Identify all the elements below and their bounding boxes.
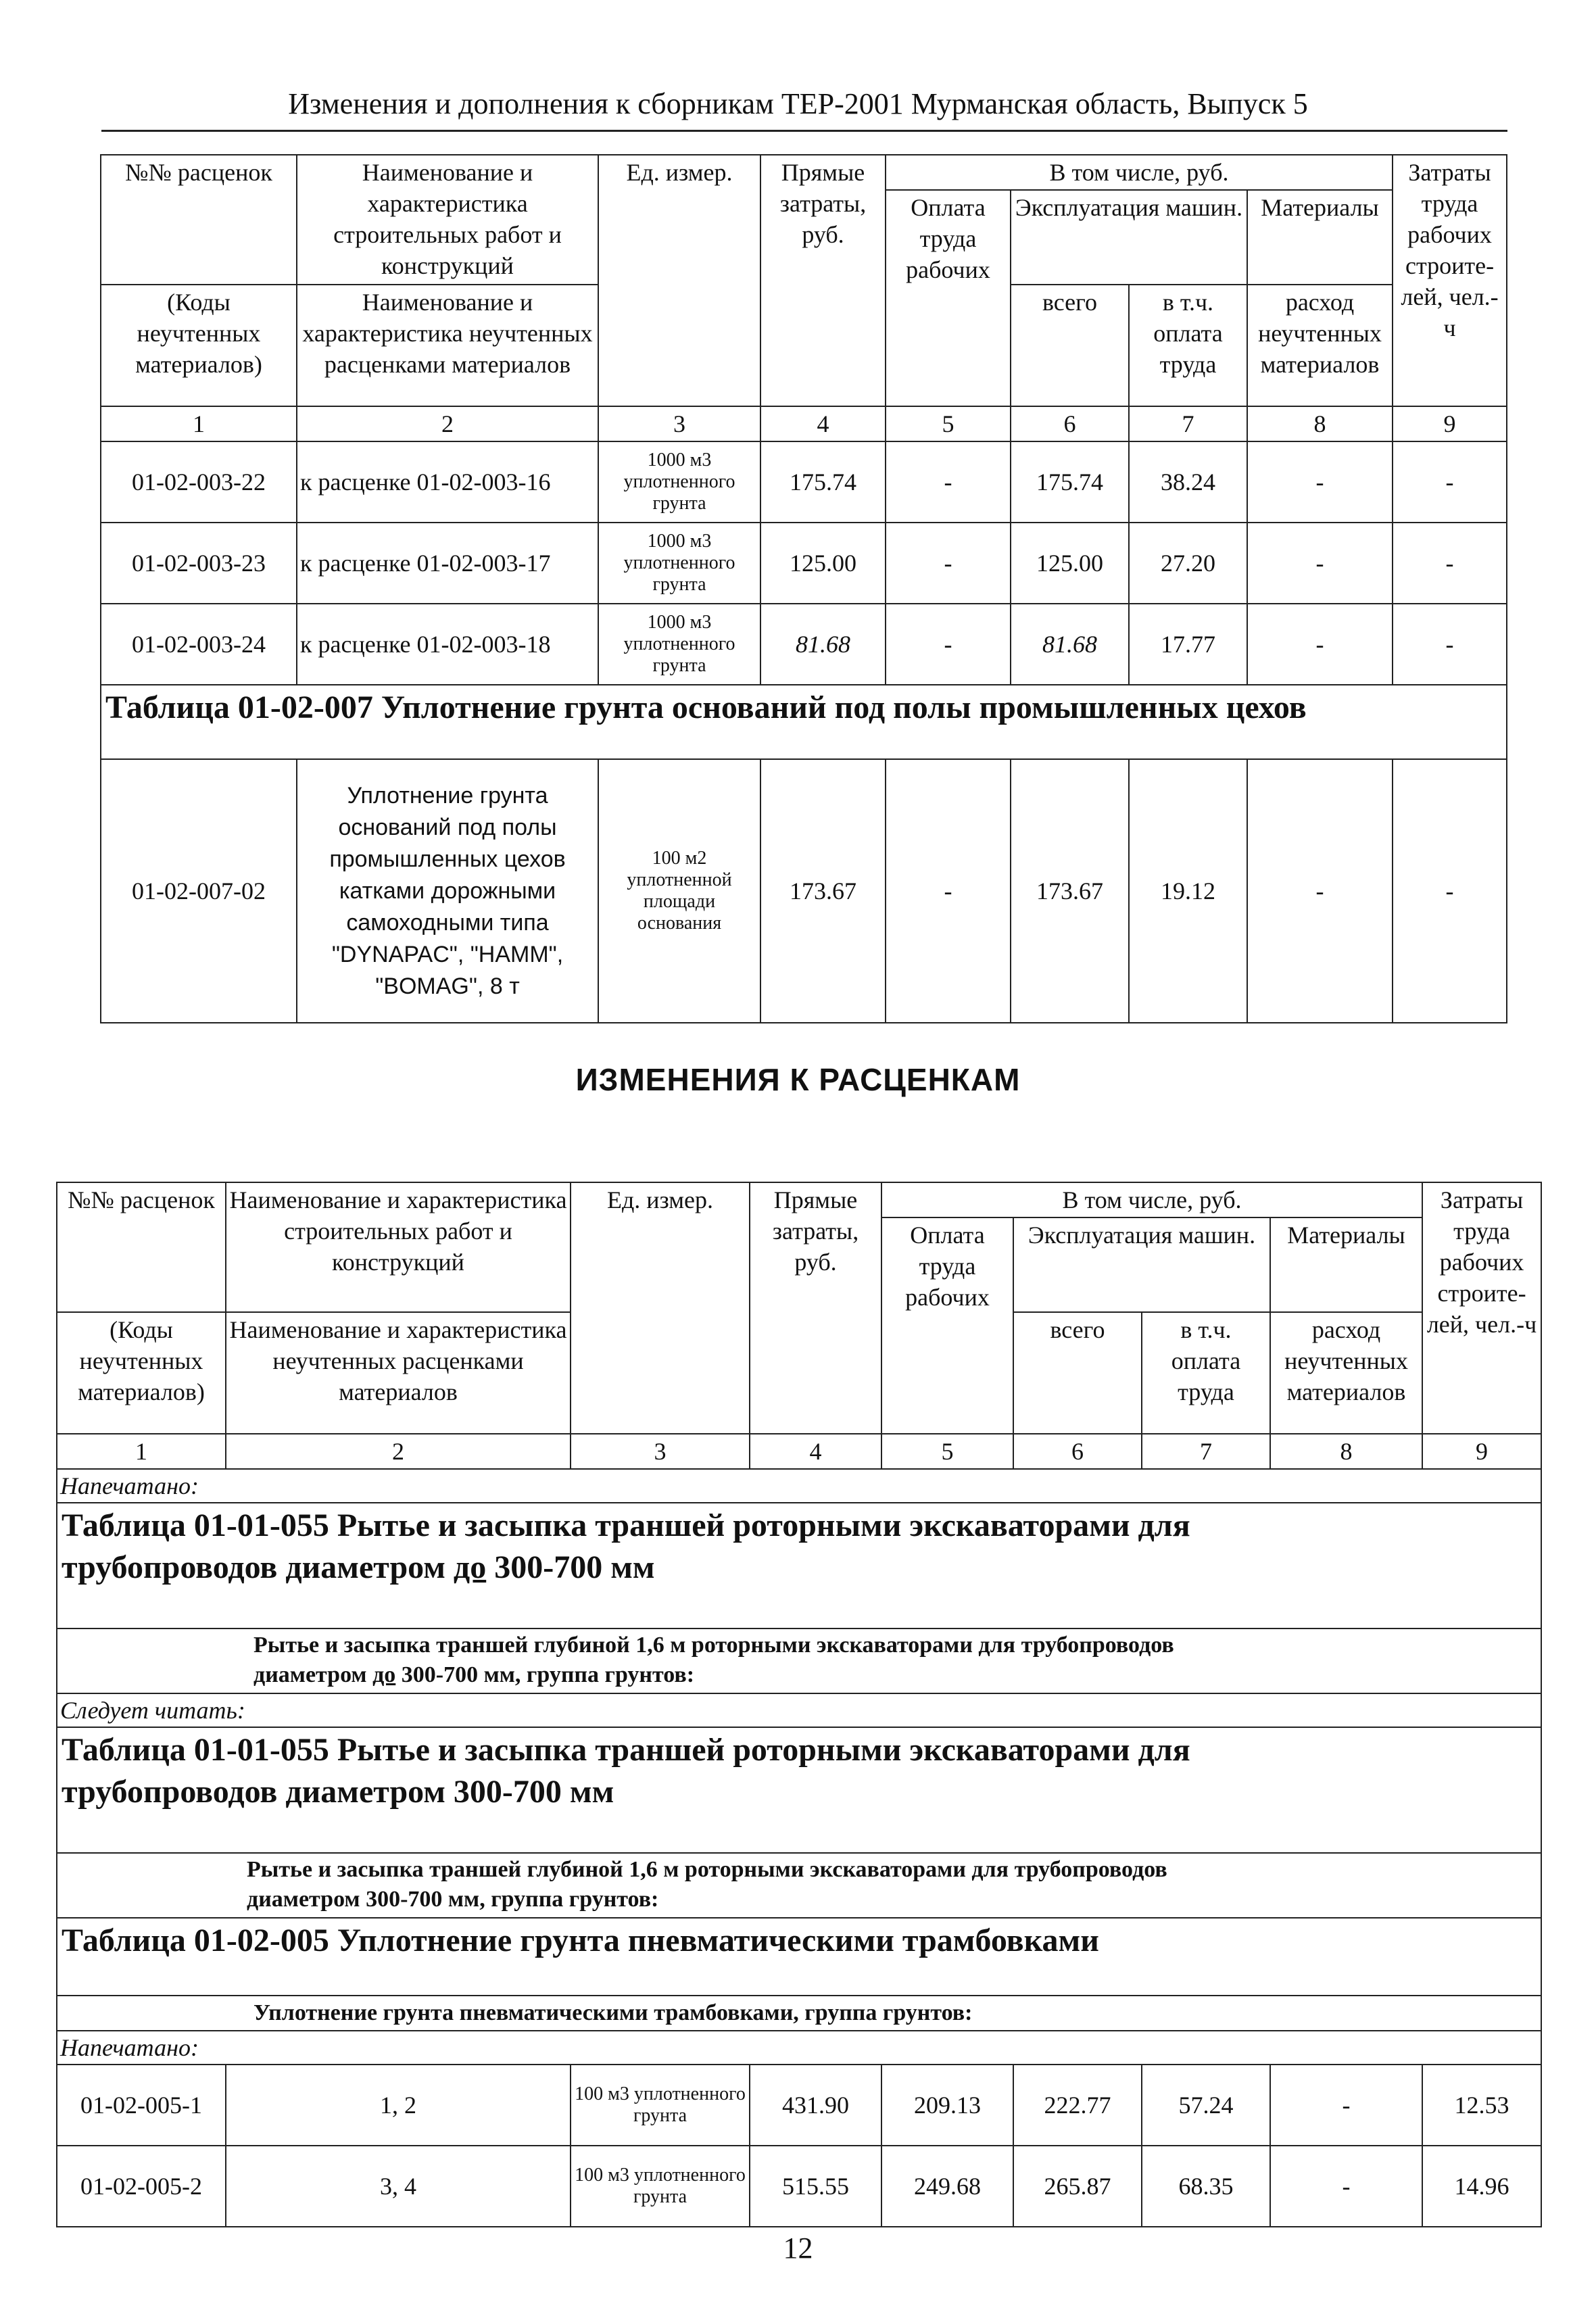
cell-name: 3, 4 (226, 2146, 571, 2227)
table-row (57, 2065, 1541, 2146)
section-heading: ИЗМЕНЕНИЯ К РАСЦЕНКАМ (575, 1062, 1021, 1097)
col-name-alt-header: Наименование и характеристика неучтенных расценками материалов (226, 1312, 571, 1434)
col-incl-header: В том числе, руб. (886, 155, 1393, 190)
cell-code: 01-02-003-24 (101, 604, 297, 685)
col-num: 4 (750, 1434, 881, 1469)
cell-unit: 1000 м3 уплотненного грунта (598, 523, 760, 604)
col-unit-header: Ед. измер. (598, 155, 760, 406)
cell-code: 01-02-007-02 (101, 759, 297, 1023)
table-row (101, 523, 1507, 604)
col-total-header: всего (1011, 285, 1129, 406)
table-title-01-01-055-new (57, 1727, 1541, 1815)
cell-labor: 209.13 (881, 2065, 1013, 2146)
table-row (101, 759, 1507, 1023)
cell-name: Уплотнение грунта оснований под полы промышленных цехов катками дорожными самоходными типа "DYNAPAC", "HAMM", "BOMAG", 8 т (297, 759, 598, 1023)
cell-labor: - (886, 759, 1011, 1023)
col-unit-header: Ед. измер. (571, 1182, 750, 1434)
cell-direct: 81.68 (760, 604, 886, 685)
cell-unit: 100 м2 уплотненной площади основания (598, 759, 760, 1023)
cell-direct: 175.74 (760, 441, 886, 523)
title-line: трубопроводов диаметром 300-700 мм (62, 1774, 614, 1810)
cell-machines: 125.00 (1011, 523, 1129, 604)
rates-table-changes (56, 1182, 1542, 2227)
cell-labor: - (886, 604, 1011, 685)
cell-machines: 175.74 (1011, 441, 1129, 523)
cell-labor: 249.68 (881, 2146, 1013, 2227)
cell-name: 1, 2 (226, 2065, 571, 2146)
col-code-alt-header: (Коды неучтенных материалов) (101, 285, 297, 406)
subtitle-line: Рытье и засыпка траншей глубиной 1,6 м роторными экскаваторами для трубопроводов (253, 1633, 1174, 1658)
col-machines-header: Эксплуатация машин. (1011, 190, 1247, 285)
cell-materials: - (1270, 2146, 1422, 2227)
col-mat-use-header: расход неучтенных материалов (1247, 285, 1393, 406)
col-workers-header: Затраты труда рабочих строите-лей, чел.-ч (1422, 1182, 1541, 1434)
col-code-header: №№ расценок (57, 1182, 226, 1312)
col-workers-header: Затраты труда рабочих строите-лей, чел.-ч (1393, 155, 1507, 406)
table-row (57, 2146, 1541, 2227)
col-labor-header: Оплата труда рабочих (881, 1217, 1013, 1434)
col-num: 6 (1013, 1434, 1142, 1469)
col-direct-header: Прямые затраты, руб. (750, 1182, 881, 1434)
col-materials-header: Материалы (1270, 1217, 1422, 1312)
cell-workers: - (1393, 523, 1507, 604)
cell-workers: - (1393, 604, 1507, 685)
cell-name: к расценке 01-02-003-18 (297, 604, 598, 685)
col-name-alt-header: Наименование и характеристика неучтенных расценками материалов (297, 285, 598, 406)
cell-code: 01-02-005-1 (57, 2065, 226, 2146)
col-num: 2 (297, 406, 598, 441)
cell-name: к расценке 01-02-003-17 (297, 523, 598, 604)
col-code-alt-header: (Коды неучтенных материалов) (57, 1312, 226, 1434)
cell-labor: - (886, 441, 1011, 523)
subtitle-01-01-055-old (57, 1629, 1541, 1693)
subtitle-line: Рытье и засыпка траншей глубиной 1,6 м роторными экскаваторами для трубопроводов (247, 1857, 1167, 1882)
page-header: Изменения и дополнения к сборникам ТЕР-2001 Мурманская область, Выпуск 5 (288, 87, 1308, 120)
title-line: Таблица 01-01-055 Рытье и засыпка траншей роторными экскаваторами для (62, 1732, 1190, 1768)
table-title-01-02-005: Таблица 01-02-005 Уплотнение грунта пневматическими трамбовками (57, 1918, 1541, 1963)
should-read-note: Следует читать: (57, 1693, 1541, 1727)
subtitle-01-01-055-new (57, 1853, 1541, 1918)
col-materials-header: Материалы (1247, 190, 1393, 285)
cell-labor: - (886, 523, 1011, 604)
title-line: трубопроводов диаметром до 300-700 мм (62, 1549, 655, 1585)
table-title-01-02-007: Таблица 01-02-007 Уплотнение грунта оснований под полы промышленных цехов (101, 685, 1507, 746)
col-num: 9 (1393, 406, 1507, 441)
col-num: 5 (886, 406, 1011, 441)
cell-materials: - (1247, 523, 1393, 604)
col-incl-header: В том числе, руб. (881, 1182, 1422, 1217)
col-incl-labor-header: в т.ч. оплата труда (1129, 285, 1247, 406)
col-name-header: Наименование и характеристика строительных работ и конструкций (226, 1182, 571, 1312)
cell-unit: 1000 м3 уплотненного грунта (598, 441, 760, 523)
col-incl-labor-header: в т.ч. оплата труда (1142, 1312, 1270, 1434)
col-num: 3 (571, 1434, 750, 1469)
cell-materials: - (1247, 604, 1393, 685)
subtitle-line: диаметром 300-700 мм, группа грунтов: (247, 1887, 659, 1912)
col-num: 7 (1129, 406, 1247, 441)
cell-materials: - (1270, 2065, 1422, 2146)
table-row (101, 604, 1507, 685)
col-num: 6 (1011, 406, 1129, 441)
header-divider (101, 130, 1507, 132)
cell-code: 01-02-003-22 (101, 441, 297, 523)
col-num: 8 (1247, 406, 1393, 441)
col-num: 9 (1422, 1434, 1541, 1469)
cell-incl-labor: 68.35 (1142, 2146, 1270, 2227)
cell-incl-labor: 17.77 (1129, 604, 1247, 685)
cell-incl-labor: 57.24 (1142, 2065, 1270, 2146)
cell-incl-labor: 27.20 (1129, 523, 1247, 604)
subtitle-line: диаметром до 300-700 мм, группа грунтов: (253, 1662, 695, 1687)
col-num: 1 (101, 406, 297, 441)
col-mat-use-header: расход неучтенных материалов (1270, 1312, 1422, 1434)
col-num: 4 (760, 406, 886, 441)
col-num: 7 (1142, 1434, 1270, 1469)
cell-direct: 125.00 (760, 523, 886, 604)
col-total-header: всего (1013, 1312, 1142, 1434)
cell-workers: - (1393, 441, 1507, 523)
printed-note: Напечатано: (57, 2031, 1541, 2065)
col-num: 8 (1270, 1434, 1422, 1469)
page-number: 12 (783, 2231, 813, 2265)
table-row (101, 441, 1507, 523)
cell-direct: 431.90 (750, 2065, 881, 2146)
cell-machines: 222.77 (1013, 2065, 1142, 2146)
col-name-header: Наименование и характеристика строительных работ и конструкций (297, 155, 598, 285)
cell-machines: 173.67 (1011, 759, 1129, 1023)
title-line: Таблица 01-01-055 Рытье и засыпка траншей роторными экскаваторами для (62, 1507, 1190, 1543)
col-num: 2 (226, 1434, 571, 1469)
cell-direct: 515.55 (750, 2146, 881, 2227)
col-labor-header: Оплата труда рабочих (886, 190, 1011, 406)
cell-incl-labor: 19.12 (1129, 759, 1247, 1023)
cell-materials: - (1247, 441, 1393, 523)
cell-unit: 100 м3 уплотненного грунта (571, 2146, 750, 2227)
col-num: 1 (57, 1434, 226, 1469)
col-num: 3 (598, 406, 760, 441)
cell-unit: 100 м3 уплотненного грунта (571, 2065, 750, 2146)
col-direct-header: Прямые затраты, руб. (760, 155, 886, 406)
cell-workers: 14.96 (1422, 2146, 1541, 2227)
table-title-01-01-055-old (57, 1503, 1541, 1591)
cell-machines: 81.68 (1011, 604, 1129, 685)
cell-code: 01-02-005-2 (57, 2146, 226, 2227)
subtitle-01-02-005: Уплотнение грунта пневматическими трамбовками, группа грунтов: (57, 1996, 1541, 2031)
col-num: 5 (881, 1434, 1013, 1469)
cell-direct: 173.67 (760, 759, 886, 1023)
rates-table-top (100, 154, 1507, 1023)
col-machines-header: Эксплуатация машин. (1013, 1217, 1270, 1312)
cell-name: к расценке 01-02-003-16 (297, 441, 598, 523)
cell-incl-labor: 38.24 (1129, 441, 1247, 523)
cell-materials: - (1247, 759, 1393, 1023)
cell-unit: 1000 м3 уплотненного грунта (598, 604, 760, 685)
cell-machines: 265.87 (1013, 2146, 1142, 2227)
col-code-header: №№ расценок (101, 155, 297, 285)
printed-note: Напечатано: (57, 1469, 1541, 1503)
cell-code: 01-02-003-23 (101, 523, 297, 604)
cell-workers: 12.53 (1422, 2065, 1541, 2146)
cell-workers: - (1393, 759, 1507, 1023)
